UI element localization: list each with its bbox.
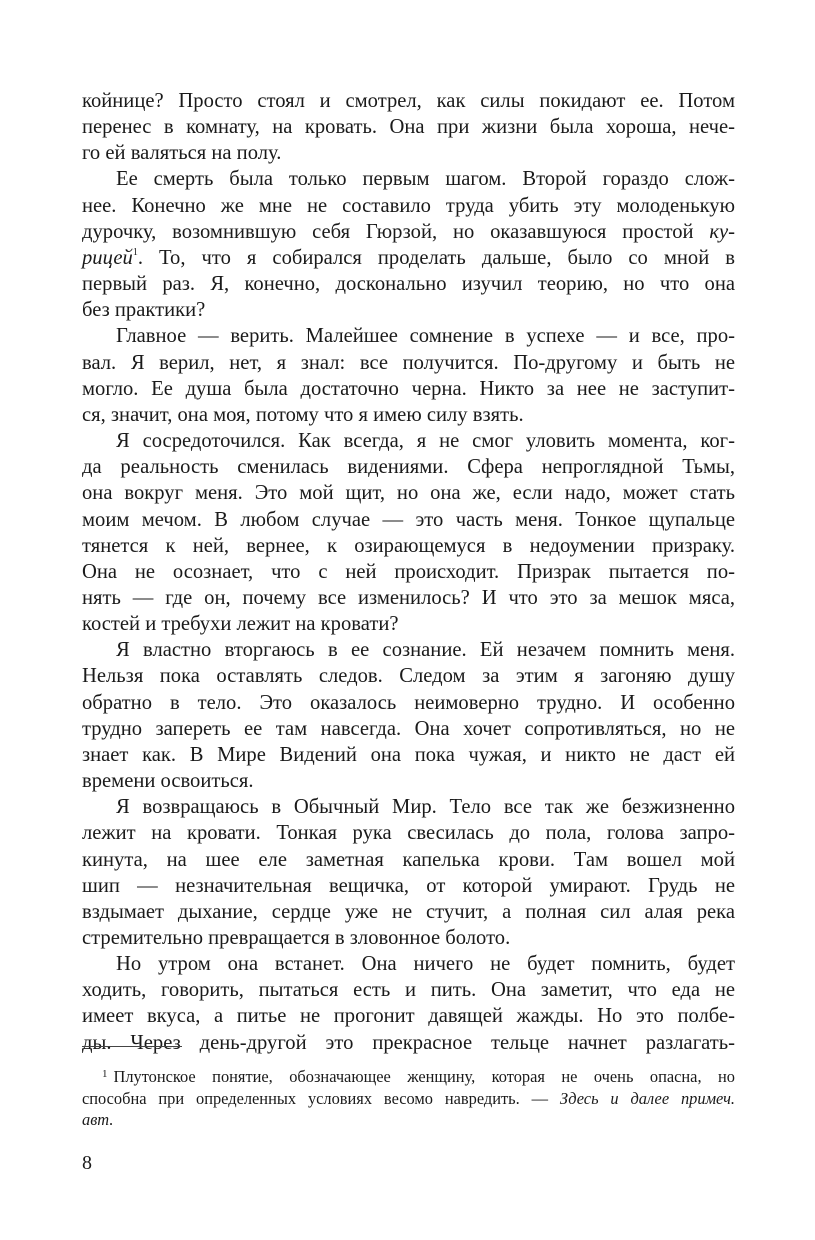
text-line: нее. Конечно же мне не составило труда убить эту молоденькую xyxy=(82,194,735,217)
text-line: моим мечом. В любом случае — это часть меня. Тонкое щупальце xyxy=(82,508,735,531)
footnote-number: 1 xyxy=(102,1068,108,1080)
text-line: Она не осознает, что с ней происходит. Призрак пытается по- xyxy=(82,560,735,583)
page-number: 8 xyxy=(82,1152,92,1174)
text-line: да реальность сменилась видениями. Сфера непроглядной Тьмы, xyxy=(82,456,735,479)
text-line: го ей валяться на полу. xyxy=(82,142,282,165)
footnote-divider xyxy=(82,1046,182,1047)
page-body xyxy=(82,88,735,1056)
text-line: имеет вкуса, а питье не прогонит давящей жажды. Но это полбе- xyxy=(82,1005,735,1028)
text-line: Я возвращаюсь в Обычный Мир. Тело все так же безжизненно xyxy=(116,796,735,819)
footnote xyxy=(82,1064,735,1131)
text-line: ды. Через день-другой это прекрасное тельце начнет разлагать- xyxy=(82,1031,735,1054)
emphasis-text: Здесь и далее примеч. xyxy=(559,1088,736,1108)
paragraph-3 xyxy=(82,323,735,428)
text-line: без практики? xyxy=(82,299,206,322)
text-line-with-footnote-ref xyxy=(82,245,735,271)
text-line: Главное — верить. Малейшее сомнение в успехе — и все, про- xyxy=(116,325,735,348)
paragraph-2 xyxy=(82,166,735,323)
text-line: трудно запереть ее там навсегда. Она хочет сопротивляться, но не xyxy=(82,717,735,740)
text-line: Но утром она встанет. Она ничего не будет помнить, будет xyxy=(116,953,735,976)
footnote-line: способна при определенных условиях весомо навредить. — Здесь и далее примеч. xyxy=(82,1088,736,1108)
paragraph-6 xyxy=(82,794,735,951)
text-line: ходить, говорить, пытаться есть и пить. Она заметит, что еда не xyxy=(82,979,735,1002)
text-line: Я сосредоточился. Как всегда, я не смог уловить момента, ког- xyxy=(116,430,735,453)
paragraph-1 xyxy=(82,88,735,166)
text-line: лежит на кровати. Тонкая рука свесилась до пола, голова запро- xyxy=(82,822,735,845)
footnote-text: Плутонское понятие, обозначающее женщину, которая не очень опасна, но xyxy=(113,1067,735,1086)
footnote-line xyxy=(82,1064,735,1088)
text-line: вздымает дыхание, сердце уже не стучит, а полная сил алая река xyxy=(82,900,735,923)
text-segment: рицей$^1$. То, что я собирался проделать дальше, было со мной в xyxy=(82,246,735,269)
text-line: стремительно превращается в зловонное болото. xyxy=(82,927,511,949)
emphasis-text: авт. xyxy=(82,1110,114,1129)
text-line: Я властно вторгаюсь в ее сознание. Ей незачем помнить меня. xyxy=(116,639,735,662)
paragraph-7 xyxy=(82,951,735,1056)
paragraph-4 xyxy=(82,428,735,637)
emphasis-text: ку- xyxy=(709,220,735,243)
footnote-ref-marker: 1 xyxy=(132,246,138,258)
emphasis-text: рицей xyxy=(82,246,133,269)
main-text xyxy=(82,88,735,1056)
text-line: Ее смерть была только первым шагом. Второй гораздо слож- xyxy=(116,168,735,191)
text-line: перенес в комнату, на кровать. Она при жизни была хороша, нече- xyxy=(82,116,735,139)
text-line: вал. Я верил, нет, я знал: все получится. По-другому и быть не xyxy=(82,351,735,374)
text-line: нять — где он, почему все изменилось? И что это за мешок мяса, xyxy=(82,586,735,609)
text-line: первый раз. Я, конечно, досконально изучил теорию, но что она xyxy=(82,273,735,296)
text-line: она вокруг меня. Это мой щит, но она же, если надо, может стать xyxy=(82,482,735,505)
text-line: кинута, на шее еле заметная капелька крови. Там вошел мой xyxy=(82,848,735,871)
footnote-line xyxy=(82,1109,735,1131)
text-line: койнице? Просто стоял и смотрел, как силы покидают ее. Потом xyxy=(82,90,735,112)
text-line: Нельзя пока оставлять следов. Следом за этим я загоняю душу xyxy=(82,665,735,688)
paragraph-5 xyxy=(82,637,735,794)
text-line: знает как. В Мире Видений она пока чужая, и никто не даст ей xyxy=(82,743,735,766)
text-line: тянется к ней, вернее, к озирающемуся в недоумении призраку. xyxy=(82,534,735,557)
text-line: ся, значит, она моя, потому что я имею силу взять. xyxy=(82,403,524,426)
text-line: обратно в тело. Это оказалось неимоверно трудно. И особенно xyxy=(82,691,735,714)
text-line: времени освоиться. xyxy=(82,770,254,793)
text-line: костей и требухи лежит на кровати? xyxy=(82,613,399,636)
text-line: дурочку, возомнившую себя Гюрзой, но оказавшуюся простой ку- xyxy=(82,220,735,243)
text-line: могло. Ее душа была достаточно черна. Никто за нее не заступит- xyxy=(82,377,735,400)
text-line: шип — незначительная вещичка, от которой умирают. Грудь не xyxy=(82,874,735,897)
